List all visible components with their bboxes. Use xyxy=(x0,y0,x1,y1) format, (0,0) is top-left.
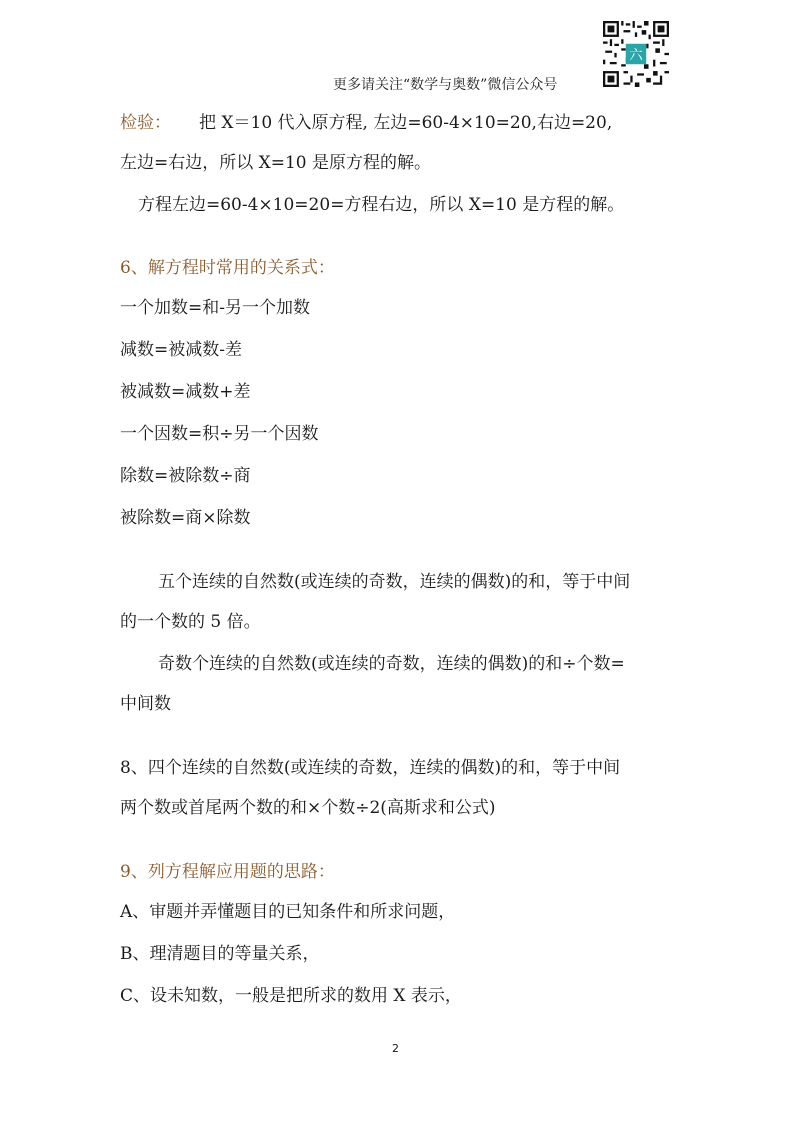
section9-item: B、理清题目的等量关系， xyxy=(120,944,320,964)
section6-item: 一个加数=和-另一个加数 xyxy=(120,298,310,318)
section6-item: 除数=被除数÷商 xyxy=(120,466,251,486)
check-line-2: 左边=右边，所以 X=10 是原方程的解。 xyxy=(120,153,432,173)
section6-title: 6、解方程时常用的关系式： xyxy=(120,258,335,278)
check-text-1: 把 X＝10 代入原方程, 左边=60-4×10=20,右边=20, xyxy=(199,113,613,133)
check-line-3: 方程左边=60-4×10=20=方程右边，所以 X=10 是方程的解。 xyxy=(138,195,625,215)
section9-item: A、审题并弄懂题目的已知条件和所求问题， xyxy=(120,902,456,922)
qr-center-label: 六 xyxy=(629,47,643,64)
section6-item: 一个因数=积÷另一个因数 xyxy=(120,424,319,444)
five-consecutive-line-2: 的一个数的 5 倍。 xyxy=(120,612,261,632)
odd-consecutive-line-1: 奇数个连续的自然数(或连续的奇数，连续的偶数)的和÷个数= xyxy=(158,654,625,674)
odd-consecutive-line-2: 中间数 xyxy=(120,694,171,714)
qr-code xyxy=(603,21,669,87)
section6-item: 减数=被减数-差 xyxy=(120,340,242,360)
section6-item: 被除数=商×除数 xyxy=(120,508,251,528)
section9-item: C、设未知数，一般是把所求的数用 X 表示， xyxy=(120,986,462,1006)
check-label: 检验： xyxy=(120,113,171,133)
section9-title: 9、列方程解应用题的思路： xyxy=(120,862,335,882)
five-consecutive-line-1: 五个连续的自然数(或连续的奇数，连续的偶数)的和，等于中间 xyxy=(158,572,631,592)
section6-item: 被减数=减数+差 xyxy=(120,382,251,402)
check-line-1 xyxy=(120,111,612,135)
header-promo-text: 更多请关注“数学与奥数”微信公众号 xyxy=(333,77,558,93)
page-number: 2 xyxy=(392,1042,399,1055)
section8-line-1: 8、四个连续的自然数(或连续的奇数，连续的偶数)的和，等于中间 xyxy=(120,758,621,778)
section8-line-2: 两个数或首尾两个数的和×个数÷2(高斯求和公式) xyxy=(120,798,496,818)
